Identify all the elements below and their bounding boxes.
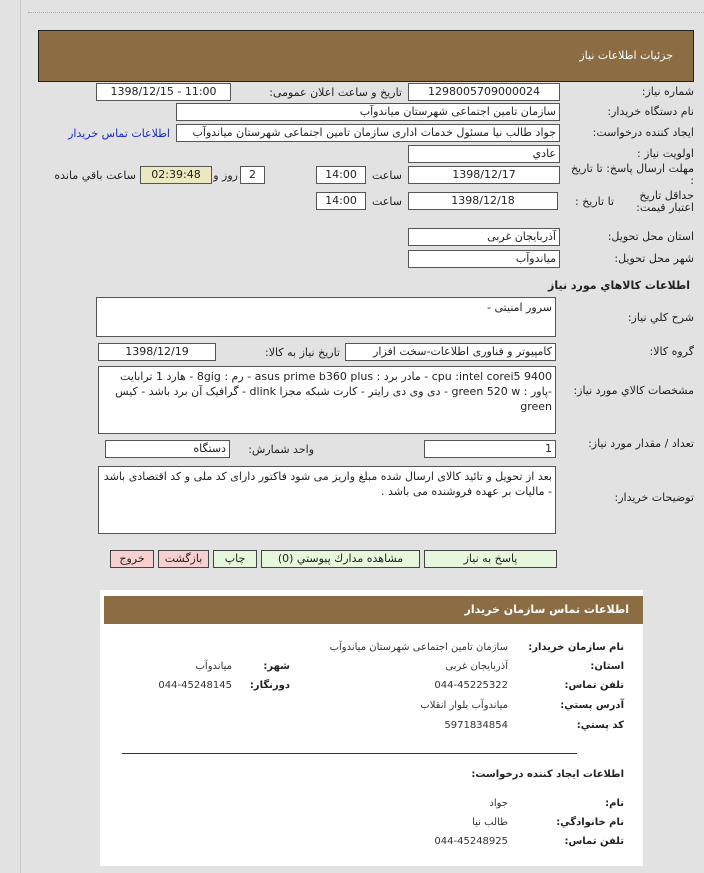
contact-card-header	[104, 596, 643, 624]
buyer-contact-link[interactable]: اطلاعات تماس خریدار	[68, 127, 170, 140]
province-value: آذربایجان غربی	[445, 661, 508, 672]
creator-phone-value: 044-45248925	[434, 836, 508, 847]
summary-label: شرح كلي نياز:	[627, 311, 694, 324]
province-label: استان:	[590, 661, 624, 672]
priority-label: اولویت نیاز :	[636, 147, 694, 160]
city-value: میاندوآب	[195, 661, 232, 672]
validity-to-label: تا تاريخ :	[575, 195, 614, 208]
validity-time-label: ساعت	[372, 195, 402, 208]
city-label: شهر محل تحویل:	[614, 252, 694, 265]
print-button[interactable]: چاپ	[213, 550, 257, 568]
buyer-label: نام دستگاه خریدار:	[607, 105, 694, 118]
group-label: گروه كالا:	[649, 345, 694, 358]
fax-label: دورنگار:	[249, 680, 290, 691]
need-number-field[interactable]: 1298005709000024	[408, 83, 560, 101]
days-remaining-field: 2	[240, 166, 265, 184]
reply-button[interactable]: پاسخ به نياز	[424, 550, 557, 568]
days-label: روز و	[213, 169, 238, 182]
city-field[interactable]: میاندوآب	[408, 250, 560, 268]
deadline-date-field[interactable]: 1398/12/17	[408, 166, 560, 184]
validity-date-field[interactable]: 1398/12/18	[408, 192, 558, 210]
validity-label: حداقل تاريخ اعتبار قيمت:	[636, 189, 694, 214]
attachments-button[interactable]: مشاهده مدارك پيوستي (0)	[261, 550, 420, 568]
page-border	[20, 0, 21, 873]
fax-value: 044-45248145	[158, 680, 232, 691]
province-label: استان محل تحویل:	[607, 230, 694, 243]
unit-field[interactable]: دستگاه	[105, 440, 230, 458]
address-label: آدرس پستي:	[560, 700, 624, 711]
org-value: سازمان تامین اجتماعی شهرستان میاندوآب	[329, 642, 508, 653]
contact-title: اطلاعات تماس سازمان خريدار	[464, 603, 629, 616]
phone-value: 044-45225322	[434, 680, 508, 691]
goods-section-title: اطلاعات كالاهاي مورد نياز	[548, 279, 690, 292]
qty-label: تعداد / مقدار مورد نياز:	[588, 437, 694, 450]
qty-field[interactable]: 1	[424, 440, 556, 458]
postal-value: 5971834854	[444, 720, 508, 731]
creator-phone-label: تلفن تماس:	[564, 836, 624, 847]
specs-textarea[interactable]: 9400 cpu :intel corei5 - مادر برد : asus prime b360 plus - رم : 8gig - هارد 1 ترابایت -پاور : green 520 w - دی وی دی رایتر - کارت شبکه مجزا dlink - گرافیک آن برد باشد - کیس green	[98, 366, 556, 434]
validity-time-field[interactable]: 14:00	[316, 192, 366, 210]
need-date-field[interactable]: 1398/12/19	[98, 343, 216, 361]
notes-label: توضيحات خريدار:	[614, 491, 694, 504]
province-field[interactable]: آذربایجان غربی	[408, 228, 560, 246]
deadline-time-field[interactable]: 14:00	[316, 166, 366, 184]
specs-label: مشخصات كالاي مورد نياز:	[573, 384, 694, 397]
address-value: میاندوآب بلوار انقلاب	[420, 700, 508, 711]
creator-field[interactable]: جواد طالب نیا مسئول خدمات اداری سازمان تامین اجتماعی شهرستان میاندوآب	[176, 124, 560, 142]
name-value: جواد	[489, 798, 508, 809]
family-value: طالب نیا	[472, 817, 508, 828]
remaining-label: ساعت باقي مانده	[54, 169, 136, 182]
need-date-label: تاريخ نياز به كالا:	[265, 346, 340, 359]
family-label: نام خانوادگي:	[556, 817, 624, 828]
announce-label: تاریخ و ساعت اعلان عمومی:	[269, 86, 402, 99]
summary-textarea[interactable]: سرور امنیتی -	[96, 297, 556, 337]
name-label: نام:	[605, 798, 624, 809]
unit-label: واحد شمارش:	[248, 443, 314, 456]
need-number-label: شماره نیاز:	[641, 85, 694, 98]
announce-field[interactable]: 1398/12/15 - 11:00	[96, 83, 231, 101]
creator-section-title: اطلاعات ایجاد کننده درخواست:	[471, 769, 624, 780]
group-field[interactable]: کامپیوتر و فناوری اطلاعات-سخت افزار	[345, 343, 556, 361]
page-title: جزئيات اطلاعات نياز	[579, 49, 673, 62]
page-header	[38, 30, 694, 82]
priority-field[interactable]: عادي	[408, 145, 560, 163]
org-label: نام سازمان خريدار:	[528, 642, 624, 653]
city-label: شهر:	[263, 661, 290, 672]
time-remaining-field: 02:39:48	[140, 166, 212, 184]
deadline-time-label: ساعت	[372, 169, 402, 182]
divider	[122, 753, 577, 754]
phone-label: تلفن تماس:	[564, 680, 624, 691]
divider	[28, 12, 704, 13]
creator-label: ایجاد کننده درخواست:	[592, 126, 694, 139]
buyer-field[interactable]: سازمان تامین اجتماعی شهرستان میاندوآب	[176, 103, 560, 121]
exit-button[interactable]: خروج	[110, 550, 154, 568]
postal-label: كد پستي:	[576, 720, 624, 731]
back-button[interactable]: بازگشت	[158, 550, 209, 568]
notes-textarea[interactable]: بعد از تحویل و تائید کالای ارسال شده مبلغ واریز می شود فاکتور دارای کد ملی و کد اقتصادی باشد - مالیات بر عهده فروشنده می باشد .	[98, 466, 556, 534]
deadline-label: مهلت ارسال پاسخ: تا تاریخ :	[570, 162, 694, 187]
